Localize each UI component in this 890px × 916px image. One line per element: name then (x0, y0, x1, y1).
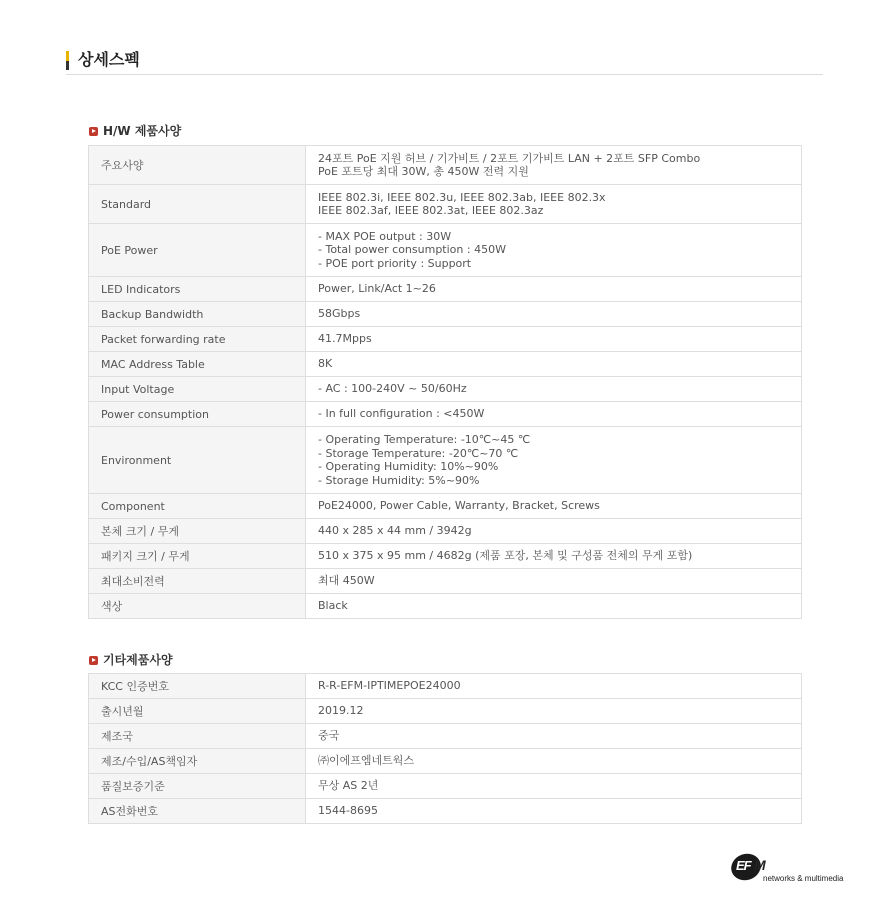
spec-row (89, 724, 802, 749)
spec-row (89, 302, 802, 327)
spec-key: AS전화번호 (89, 799, 306, 824)
spec-value (306, 494, 802, 519)
hw-section-title (89, 123, 181, 139)
logo-brand-b: M (754, 857, 766, 873)
spec-value-line: - Storage Temperature: -20℃~70 ℃ (318, 446, 519, 460)
spec-value (306, 724, 802, 749)
spec-value-line: IEEE 802.3af, IEEE 802.3at, IEEE 802.3az (318, 204, 544, 217)
spec-value (306, 799, 802, 824)
spec-value-line: 58Gbps (318, 307, 361, 321)
spec-key: PoE Power (89, 224, 306, 277)
spec-value (306, 185, 802, 224)
page-title-text: 상세스펙 (78, 50, 140, 69)
spec-row (89, 699, 802, 724)
spec-value-line: PoE24000, Power Cable, Warranty, Bracket, Screws (318, 499, 600, 513)
title-accent-bar (66, 51, 69, 70)
spec-value-line: - POE port priority : Support (318, 256, 472, 270)
spec-key: Power consumption (89, 402, 306, 427)
spec-value (306, 594, 802, 619)
spec-key: LED Indicators (89, 277, 306, 302)
spec-value-line: 중국 (318, 729, 340, 743)
spec-value-line: 2019.12 (318, 704, 364, 718)
spec-value (306, 146, 802, 185)
spec-key: Input Voltage (89, 377, 306, 402)
spec-value (306, 352, 802, 377)
spec-value (306, 774, 802, 799)
spec-value (306, 674, 802, 699)
spec-row (89, 377, 802, 402)
spec-key: MAC Address Table (89, 352, 306, 377)
spec-row (89, 402, 802, 427)
spec-row (89, 224, 802, 277)
spec-key: Backup Bandwidth (89, 302, 306, 327)
spec-row (89, 544, 802, 569)
logo-tagline: networks & multimedia (763, 874, 844, 883)
spec-value-line: 1544-8695 (318, 804, 378, 818)
spec-key: Standard (89, 185, 306, 224)
spec-row (89, 569, 802, 594)
spec-value-line: R-R-EFM-IPTIMEPOE24000 (318, 679, 461, 693)
etc-section-title-text: 기타제품사양 (103, 653, 173, 667)
spec-value-line: IEEE 802.3i, IEEE 802.3u, IEEE 802.3ab, IEEE 802.3x (318, 190, 606, 204)
spec-key: Environment (89, 427, 306, 494)
spec-key: Packet forwarding rate (89, 327, 306, 352)
spec-value (306, 302, 802, 327)
spec-value (306, 402, 802, 427)
spec-row (89, 352, 802, 377)
spec-value-line: Power, Link/Act 1~26 (318, 282, 436, 296)
spec-value-line: 24포트 PoE 지원 허브 / 기가비트 / 2포트 기가비트 LAN + 2포트 SFP Combo (318, 151, 701, 165)
spec-value-line: - MAX POE output : 30W (318, 229, 452, 243)
page-title (66, 49, 823, 75)
spec-row (89, 774, 802, 799)
spec-value-line: - Storage Humidity: 5%~90% (318, 473, 480, 487)
etc-section-title (89, 652, 173, 668)
spec-row (89, 749, 802, 774)
spec-key: 패키지 크기 / 무게 (89, 544, 306, 569)
spec-row (89, 594, 802, 619)
spec-value (306, 544, 802, 569)
spec-key: 제조국 (89, 724, 306, 749)
spec-value-line: ㈜이에프엠네트웍스 (318, 754, 415, 768)
spec-row (89, 327, 802, 352)
spec-key: 최대소비전력 (89, 569, 306, 594)
logo-brand-a: EF (736, 858, 751, 873)
spec-value-line: - AC : 100-240V ~ 50/60Hz (318, 382, 467, 396)
spec-row (89, 799, 802, 824)
spec-row (89, 519, 802, 544)
spec-key: 주요사양 (89, 146, 306, 185)
section-bullet-icon (89, 127, 98, 136)
spec-value-line: 최대 450W (318, 574, 375, 588)
spec-row (89, 146, 802, 185)
spec-value (306, 749, 802, 774)
spec-value-line: - Total power consumption : 450W (318, 243, 506, 257)
spec-value-line: - Operating Temperature: -10℃~45 ℃ (318, 433, 531, 446)
etc-spec-table (88, 673, 802, 824)
spec-value (306, 519, 802, 544)
spec-key: 출시년월 (89, 699, 306, 724)
spec-row (89, 494, 802, 519)
spec-value-line: Black (318, 599, 348, 613)
spec-key: 제조/수입/AS책임자 (89, 749, 306, 774)
spec-key: KCC 인증번호 (89, 674, 306, 699)
section-bullet-icon (89, 656, 98, 665)
spec-key: 색상 (89, 594, 306, 619)
spec-row (89, 277, 802, 302)
spec-key: 품질보증기준 (89, 774, 306, 799)
spec-value-line: PoE 포트당 최대 30W, 총 450W 전력 지원 (318, 165, 529, 178)
spec-value-line: - In full configuration : <450W (318, 407, 485, 421)
spec-value-line: 510 x 375 x 95 mm / 4682g (제품 포장, 본체 및 구성품 전체의 무게 포함) (318, 549, 693, 563)
spec-value-line: 무상 AS 2년 (318, 779, 379, 793)
spec-value (306, 327, 802, 352)
spec-value (306, 427, 802, 494)
spec-value-line: - Operating Humidity: 10%~90% (318, 460, 499, 473)
spec-key: 본체 크기 / 무게 (89, 519, 306, 544)
hw-spec-table (88, 145, 802, 619)
hw-section-title-text: H/W 제품사양 (103, 124, 182, 138)
efm-logo (730, 852, 848, 886)
spec-value-line: 41.7Mpps (318, 332, 372, 346)
spec-value (306, 699, 802, 724)
spec-row (89, 674, 802, 699)
spec-value (306, 377, 802, 402)
spec-row (89, 185, 802, 224)
spec-value-line: 8K (318, 357, 333, 371)
spec-row (89, 427, 802, 494)
spec-value (306, 224, 802, 277)
spec-value (306, 277, 802, 302)
spec-value (306, 569, 802, 594)
spec-value-line: 440 x 285 x 44 mm / 3942g (318, 524, 472, 538)
spec-key: Component (89, 494, 306, 519)
